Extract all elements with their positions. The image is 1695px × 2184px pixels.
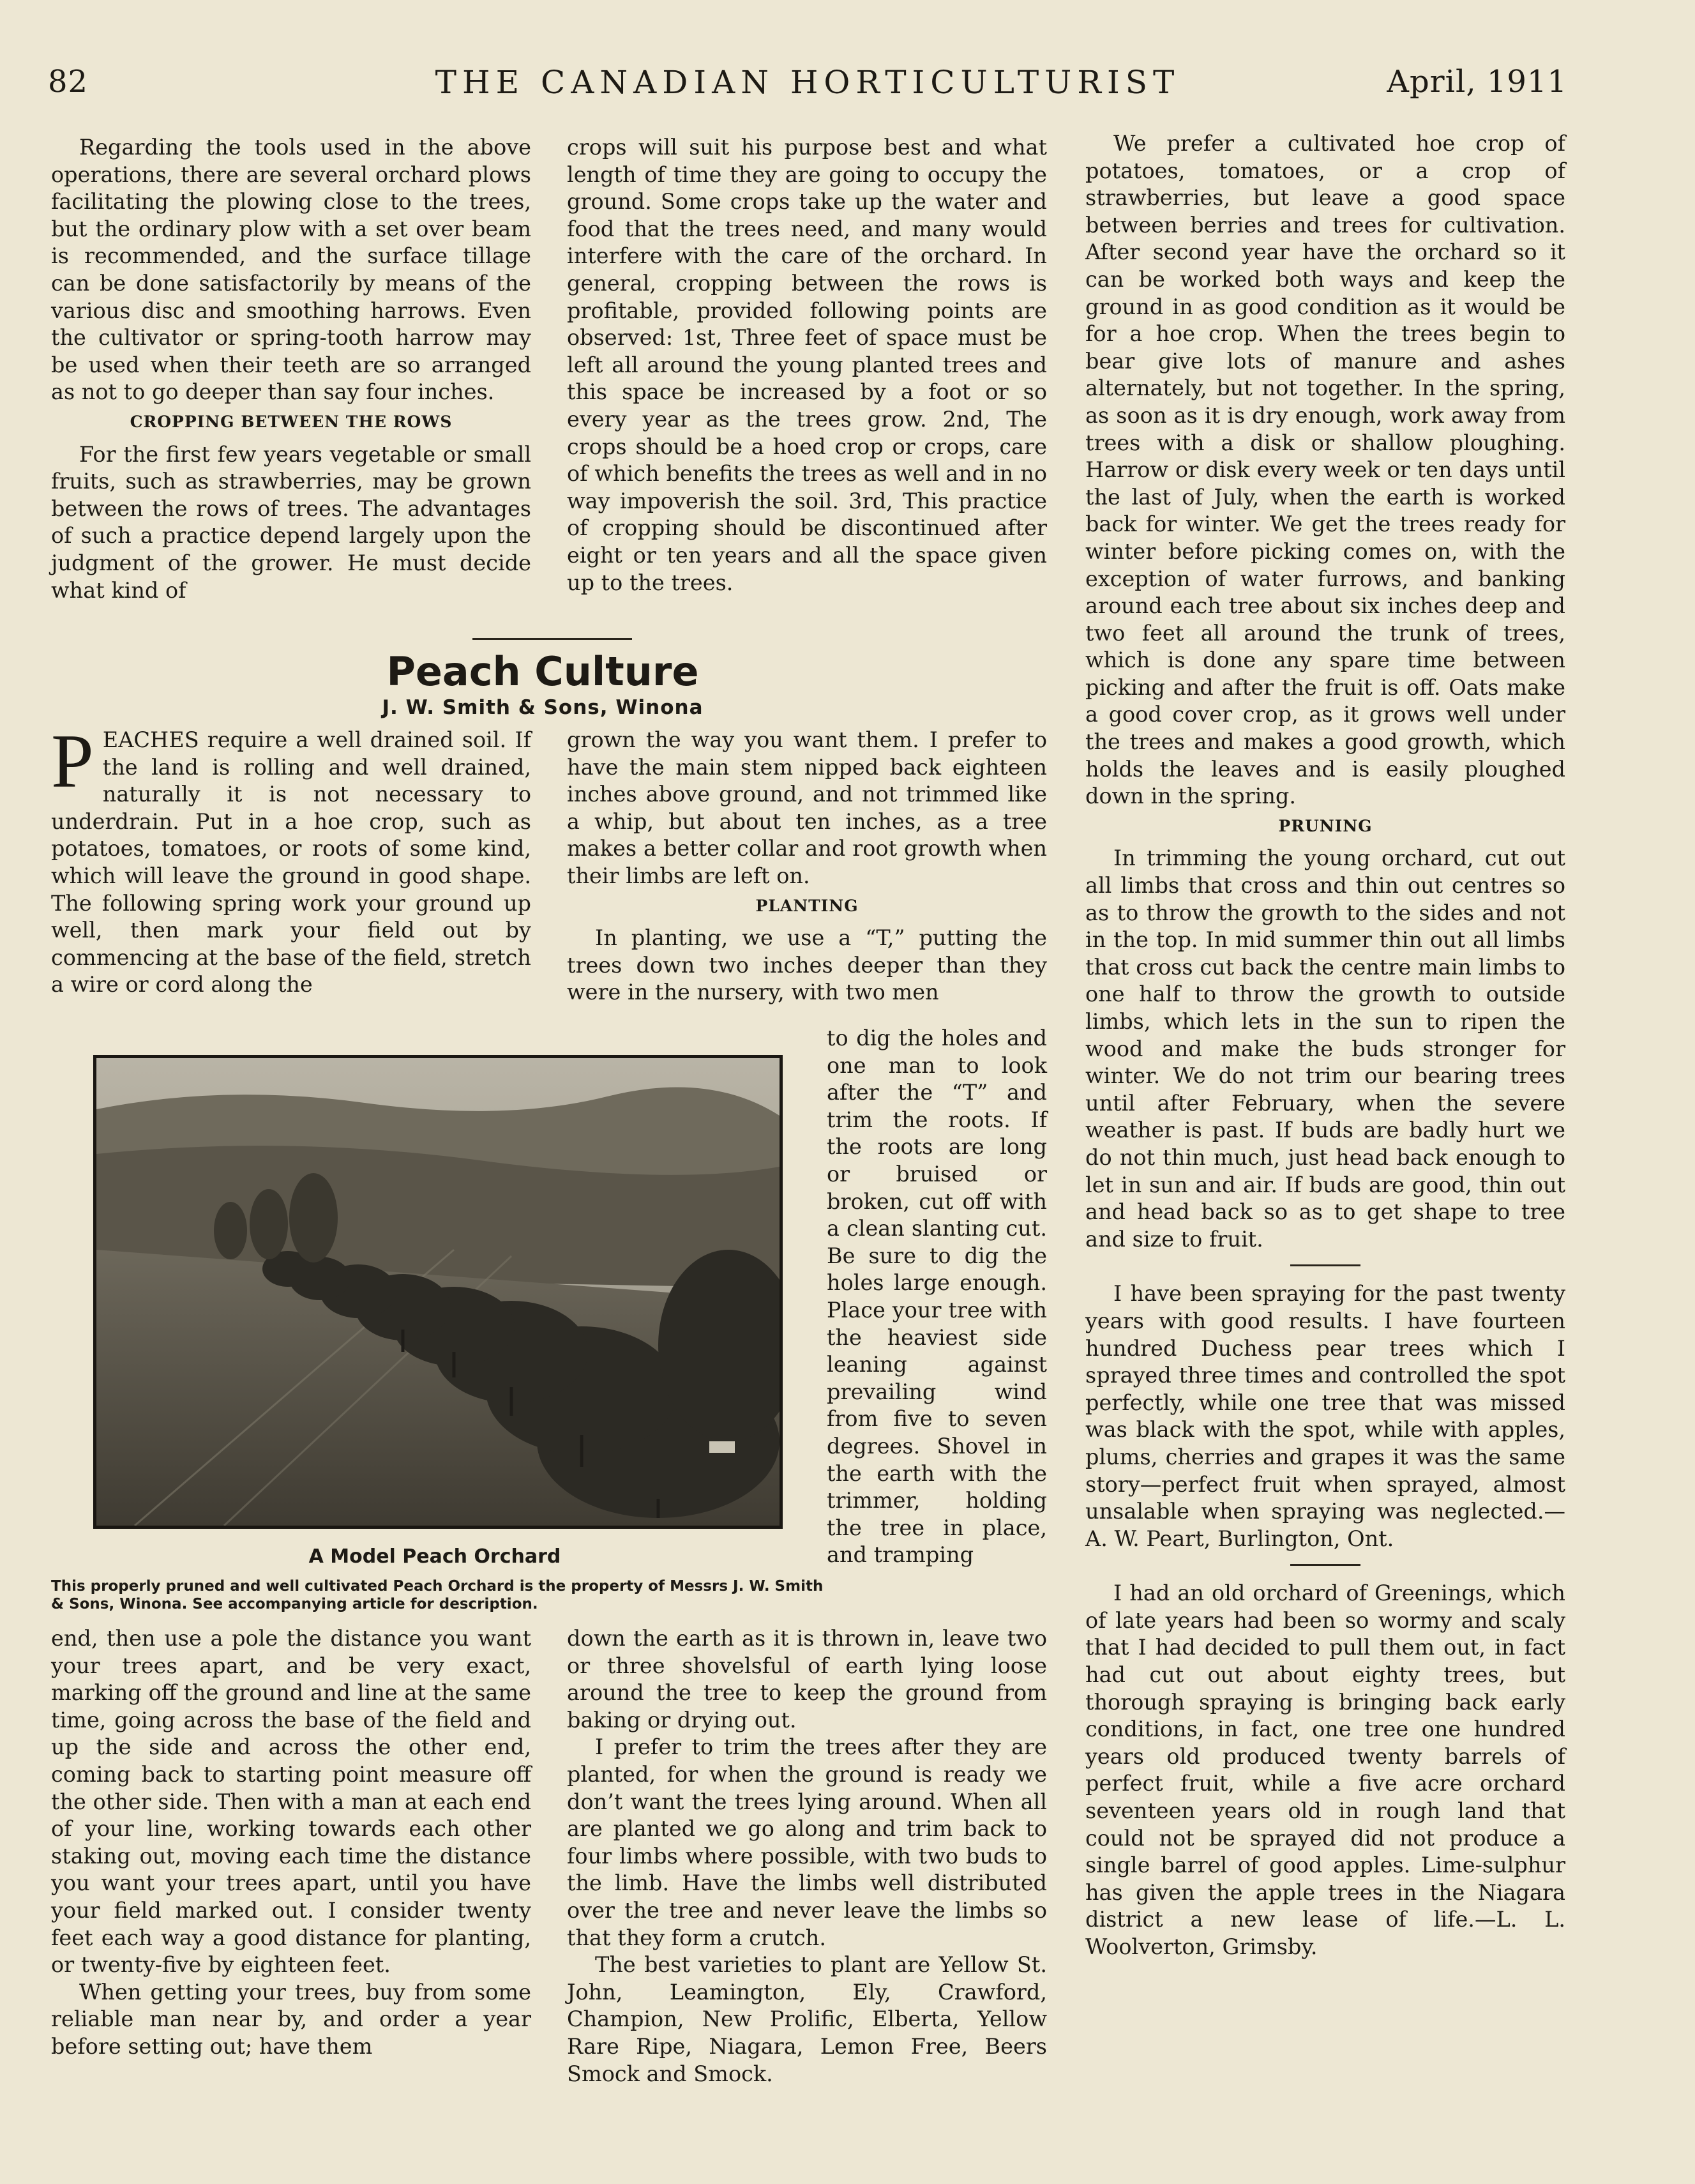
paragraph: down the earth as it is thrown in, leave two or three shovelsful of earth lying loose around the tree to keep the ground from baking or drying out. bbox=[567, 1626, 1047, 1733]
paragraph: EACHES require a well drained soil. If the land is rolling and well drained, naturally it is not necessary to underdrain. Put in a hoe crop, such as potatoes, tomatoes, or roots of some kind, which will leave the ground in good shape. The following spring work your ground up well, then mark your field out by commencing at the base of the field, stretch a wire or cord along the bbox=[51, 727, 531, 997]
letter-peart: I have been spraying for the past twenty years with good results. I have fourteen hundred Duchess pear trees which I sprayed three times and controlled the spot perfectly, while one tree that was missed was black with the spot, while with apples, plums, cherries and grapes it was the same story—perfect fruit when sprayed, almost unsalable when spraying was neglected.—A. W. Peart, Burlington, Ont. bbox=[1085, 1281, 1565, 1551]
paragraph: crops will suit his purpose best and what length of time they are going to occupy the ground. Some crops take up the water and food that the trees need, and many would interfere with the care of the orchard. In general, cropping between the rows is profitable, provided following points are observed: 1st, Three feet of space must be left all around the young planted trees and this space be increased by a foot or so every year as the trees grow. 2nd, The crops should be a hoed crop or crops, care of which benefits the trees as well and in no way impoverish the soil. 3rd, This practice of cropping should be discontinued after eight or ten years and all the space given up to the trees. bbox=[567, 135, 1047, 595]
prev-article-column-2 bbox=[567, 134, 1047, 596]
drop-cap: P bbox=[51, 718, 94, 803]
paragraph: I prefer to trim the trees after they are planted, for when the ground is ready we don’t want the trees lying around. When all are planted we go along and trim back to four limbs where possible, with two buds to the limb. Have the limbs well distributed over the tree and never leave the limbs so that they form a crutch. bbox=[567, 1734, 1047, 1950]
divider bbox=[472, 638, 632, 640]
article-column-1-top bbox=[51, 718, 531, 999]
section-heading: CROPPING BETWEEN THE ROWS bbox=[130, 412, 453, 431]
letter-woolverton: I had an old orchard of Greenings, which of late years had been so wormy and scaly that I had decided to pull them out, in fact had cut out about eighty trees, but thorough spraying is bringing back early conditions, in fact, one tree one hundred years old produced twenty barrels of perfect fruit, while a five acre orchard seventeen years old in rough land that could not be sprayed did not produce a single barrel of good apples. Lime-sulphur has given the apple trees in the Niagara district a new lease of life.—L. L. Woolverton, Grimsby. bbox=[1085, 1581, 1565, 1959]
journal-title: THE CANADIAN HORTICULTURIST bbox=[435, 64, 1180, 101]
issue-date: April, 1911 bbox=[1387, 64, 1567, 100]
divider bbox=[1290, 1564, 1360, 1566]
page-number: 82 bbox=[48, 64, 89, 100]
paragraph: In planting, we use a “T,” putting the trees down two inches deeper than they were in the nursery, with two men bbox=[567, 925, 1047, 1005]
article-byline: J. W. Smith & Sons, Winona bbox=[382, 696, 704, 719]
figure-caption: This properly pruned and well cultivated Peach Orchard is the property of Messrs J. W. Smith & Sons, Winona. See accompanying article for description. bbox=[51, 1578, 824, 1612]
orchard-photo-image bbox=[96, 1058, 780, 1526]
article-column-2-wrap bbox=[827, 1025, 1047, 1569]
article-column-3 bbox=[1085, 130, 1565, 1961]
paragraph: The best varieties to plant are Yellow St. John, Leamington, Ely, Crawford, Champion, New Prolific, Elberta, Yellow Rare Ripe, Niagara, Lemon Free, Beers Smock and Smock. bbox=[567, 1952, 1047, 2086]
paragraph: When getting your trees, buy from some reliable man near by, and order a year before setting out; have them bbox=[51, 1979, 531, 2059]
paragraph: We prefer a cultivated hoe crop of potatoes, tomatoes, or a crop of strawberries, but leave a good space between berries and trees for cultivation. After second year have the orchard so it can be worked both ways and keep the ground in as good condition as it would be for a hoe crop. When the trees begin to bear give lots of manure and ashes alternately, but not together. In the spring, as soon as it is dry enough, work away from trees with a disk or shallow ploughing. Harrow or disk every week or ten days until the last of July, when the earth is worked back for winter. We get the trees ready for winter before picking comes on, with the exception of water furrows, and banking around each tree about six inches deep and two feet all around the trunk of trees, which is done any spare time between picking and after the fruit is off. Oats make a good cover crop, as it grows well under the trees and makes a good growth, which holds the leaves and is easily ploughed down in the spring. bbox=[1085, 131, 1565, 809]
divider bbox=[1290, 1264, 1360, 1266]
article-column-2-top bbox=[567, 727, 1047, 1006]
paragraph: For the first few years vegetable or small fruits, such as strawberries, may be grown between the rows of trees. The advantages of such a practice depend largely upon the judgment of the grower. He must decide what kind of bbox=[51, 441, 531, 603]
paragraph: to dig the holes and one man to look after the “T” and trim the roots. If the roots are long or bruised or broken, cut off with a clean slanting cut. Be sure to dig the holes large enough. Place your tree with the heaviest side leaning against prevailing wind from five to seven degrees. Shovel in the earth with the trimmer, holding the tree in place, and tramping bbox=[827, 1026, 1047, 1568]
section-heading: PRUNING bbox=[1278, 816, 1373, 835]
article-column-2-bottom bbox=[567, 1625, 1047, 2088]
article-title: Peach Culture bbox=[386, 648, 699, 695]
paragraph: end, then use a pole the distance you want your trees apart, and be very exact, marking off the ground and line at the same time, going across the base of the field and up the side and across the other end, coming back to starting point measure off the other side. Then with a man at each end of your line, working towards each other staking out, moving each time the distance you want your trees apart, until you have your field marked out. I consider twenty feet each way a good distance for planting, or twenty-five by eighteen feet. bbox=[51, 1626, 531, 1978]
article-column-1-bottom bbox=[51, 1625, 531, 2061]
paragraph: In trimming the young orchard, cut out all limbs that cross and thin out centres so as to throw the growth to the sides and not in the top. In mid summer thin out all limbs that cross cut back the centre main limbs to one half to throw the growth to outside limbs, which lets in the sun to ripen the wood and make the buds stronger for winter. We do not trim our bearing trees until after February, when the severe weather is past. If buds are badly hurt we do not thin much, just head back enough to let in sun and air. If buds are good, thin out and head back so as to get shape to tree and size to fruit. bbox=[1085, 846, 1565, 1252]
figure-title: A Model Peach Orchard bbox=[308, 1545, 561, 1568]
orchard-photograph bbox=[93, 1055, 783, 1529]
section-heading: PLANTING bbox=[755, 896, 859, 915]
running-head bbox=[48, 64, 1567, 110]
prev-article-column-1 bbox=[51, 134, 531, 604]
paragraph: grown the way you want them. I prefer to have the main stem nipped back eighteen inches above ground, and not trimmed like a whip, but about ten inches, as a tree makes a better collar and root growth when their limbs are left on. bbox=[567, 727, 1047, 888]
paragraph: Regarding the tools used in the above operations, there are several orchard plows facilitating the plowing close to the trees, but the ordinary plow with a set over beam is recommended, and the surface tillage can be done satisfactorily by means of the various disc and smoothing harrows. Even the cultivator or spring-tooth harrow may be used when their teeth are so arranged as not to go deeper than say four inches. bbox=[51, 135, 531, 405]
